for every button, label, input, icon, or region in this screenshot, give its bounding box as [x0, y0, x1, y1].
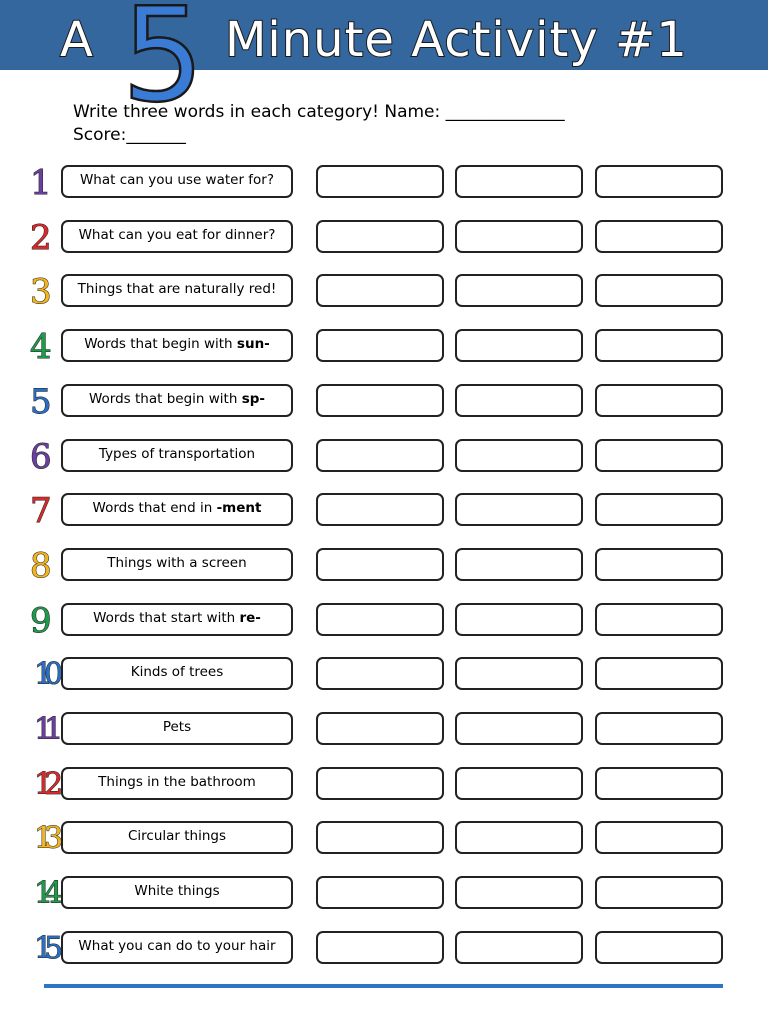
row-number: 6 [30, 436, 46, 477]
answer-box-2[interactable] [455, 931, 583, 964]
prompt-text: Things in the bathroom [98, 773, 256, 790]
prompt-text: What can you use water for? [79, 172, 275, 188]
prompt-bold-text: re- [239, 609, 261, 626]
answer-box-2[interactable] [455, 439, 583, 472]
answer-box-2[interactable] [455, 712, 583, 745]
category-prompt [61, 657, 293, 690]
answer-box-3[interactable] [595, 931, 723, 964]
row-number: 8 [30, 545, 46, 586]
category-prompt [61, 712, 293, 745]
answer-box-2[interactable] [455, 821, 583, 854]
category-row [0, 545, 768, 588]
row-number: 11 [34, 712, 55, 747]
prompt-bold-text: sun- [236, 336, 270, 353]
category-prompt [61, 548, 293, 581]
prompt-text: White things [134, 883, 220, 900]
answer-box-2[interactable] [455, 493, 583, 526]
answer-box-3[interactable] [595, 493, 723, 526]
answer-box-1[interactable] [316, 493, 444, 526]
prompt-text: Kinds of trees [130, 664, 224, 681]
answer-box-1[interactable] [316, 548, 444, 581]
category-prompt [61, 439, 293, 472]
answer-box-3[interactable] [595, 712, 723, 745]
category-prompt [61, 603, 293, 636]
prompt-bold-text: sp- [241, 390, 266, 407]
title-suffix: Minute Activity #1 [225, 12, 688, 68]
answer-box-1[interactable] [316, 712, 444, 745]
category-prompt [61, 821, 293, 854]
answer-box-1[interactable] [316, 439, 444, 472]
answer-box-1[interactable] [316, 220, 444, 253]
answer-box-3[interactable] [595, 876, 723, 909]
prompt-text: What you can do to your hair [78, 937, 276, 954]
category-prompt [61, 384, 293, 417]
row-number: 2 [30, 217, 46, 258]
prompt-bold-text: -ment [216, 500, 262, 517]
prompt-text: Things with a screen [107, 554, 247, 571]
row-number: 5 [30, 381, 46, 422]
answer-box-1[interactable] [316, 384, 444, 417]
answer-box-2[interactable] [455, 384, 583, 417]
row-number: 1 [30, 163, 46, 203]
answer-box-1[interactable] [316, 329, 444, 362]
row-number: 10 [34, 657, 55, 693]
prompt-text: What can you eat for dinner? [78, 226, 276, 243]
answer-box-1[interactable] [316, 603, 444, 636]
row-number: 9 [30, 600, 46, 641]
answer-box-2[interactable] [455, 274, 583, 307]
row-number: 13 [34, 821, 55, 857]
category-row [0, 217, 768, 260]
category-row [0, 274, 768, 314]
row-number: 12 [34, 766, 55, 802]
answer-box-3[interactable] [595, 767, 723, 800]
category-row [0, 600, 768, 643]
category-prompt [61, 220, 293, 253]
instructions-score-line: Score:_______ [73, 125, 186, 145]
prompt-text: Circular things [127, 828, 227, 845]
category-row [0, 876, 768, 916]
instructions-name-line: Write three words in each category! Name: ______________ [73, 102, 565, 122]
category-row [0, 381, 768, 424]
row-number: 7 [30, 491, 46, 532]
answer-box-1[interactable] [316, 767, 444, 800]
answer-box-2[interactable] [455, 165, 583, 198]
answer-box-2[interactable] [455, 220, 583, 253]
category-prompt [61, 493, 293, 526]
answer-box-3[interactable] [595, 439, 723, 472]
answer-box-1[interactable] [316, 165, 444, 198]
answer-box-2[interactable] [455, 548, 583, 581]
row-number: 4 [30, 327, 46, 368]
prompt-text: Things that are naturally red! [77, 281, 277, 298]
row-number: 3 [30, 272, 46, 313]
row-number: 14 [34, 876, 55, 912]
instructions [73, 101, 565, 147]
prompt-text: Pets [162, 719, 192, 735]
answer-box-3[interactable] [595, 657, 723, 690]
answer-box-2[interactable] [455, 657, 583, 690]
answer-box-2[interactable] [455, 603, 583, 636]
answer-box-3[interactable] [595, 548, 723, 581]
prompt-text: Words that begin with [88, 390, 242, 407]
row-number: 15 [34, 930, 55, 966]
category-prompt [61, 767, 293, 800]
category-prompt [61, 165, 293, 198]
answer-box-1[interactable] [316, 876, 444, 909]
answer-box-3[interactable] [595, 384, 723, 417]
category-row [0, 657, 768, 697]
category-prompt [61, 274, 293, 307]
answer-box-3[interactable] [595, 603, 723, 636]
answer-box-3[interactable] [595, 165, 723, 198]
category-row [0, 712, 768, 752]
title-prefix: A [60, 12, 93, 68]
answer-box-1[interactable] [316, 931, 444, 964]
category-row [0, 165, 768, 205]
prompt-text: Words that start with [93, 609, 240, 626]
category-row [0, 493, 768, 533]
answer-box-1[interactable] [316, 274, 444, 307]
category-row [0, 767, 768, 807]
category-row [0, 931, 768, 971]
prompt-text: Words that end in [92, 500, 217, 517]
category-prompt [61, 931, 293, 964]
bottom-divider [44, 984, 723, 988]
answer-box-1[interactable] [316, 821, 444, 854]
answer-box-2[interactable] [455, 329, 583, 362]
category-row [0, 329, 768, 369]
big-five-numeral [108, 2, 218, 110]
answer-box-1[interactable] [316, 657, 444, 690]
answer-box-3[interactable] [595, 274, 723, 307]
answer-box-2[interactable] [455, 876, 583, 909]
answer-box-3[interactable] [595, 329, 723, 362]
category-prompt [61, 876, 293, 909]
category-row [0, 436, 768, 479]
prompt-text: Words that begin with [84, 336, 237, 353]
category-prompt [61, 329, 293, 362]
answer-box-2[interactable] [455, 767, 583, 800]
prompt-text: Types of transportation [98, 445, 256, 462]
category-row [0, 821, 768, 861]
answer-box-3[interactable] [595, 821, 723, 854]
answer-box-3[interactable] [595, 220, 723, 253]
title-number: 5 [121, 2, 205, 110]
